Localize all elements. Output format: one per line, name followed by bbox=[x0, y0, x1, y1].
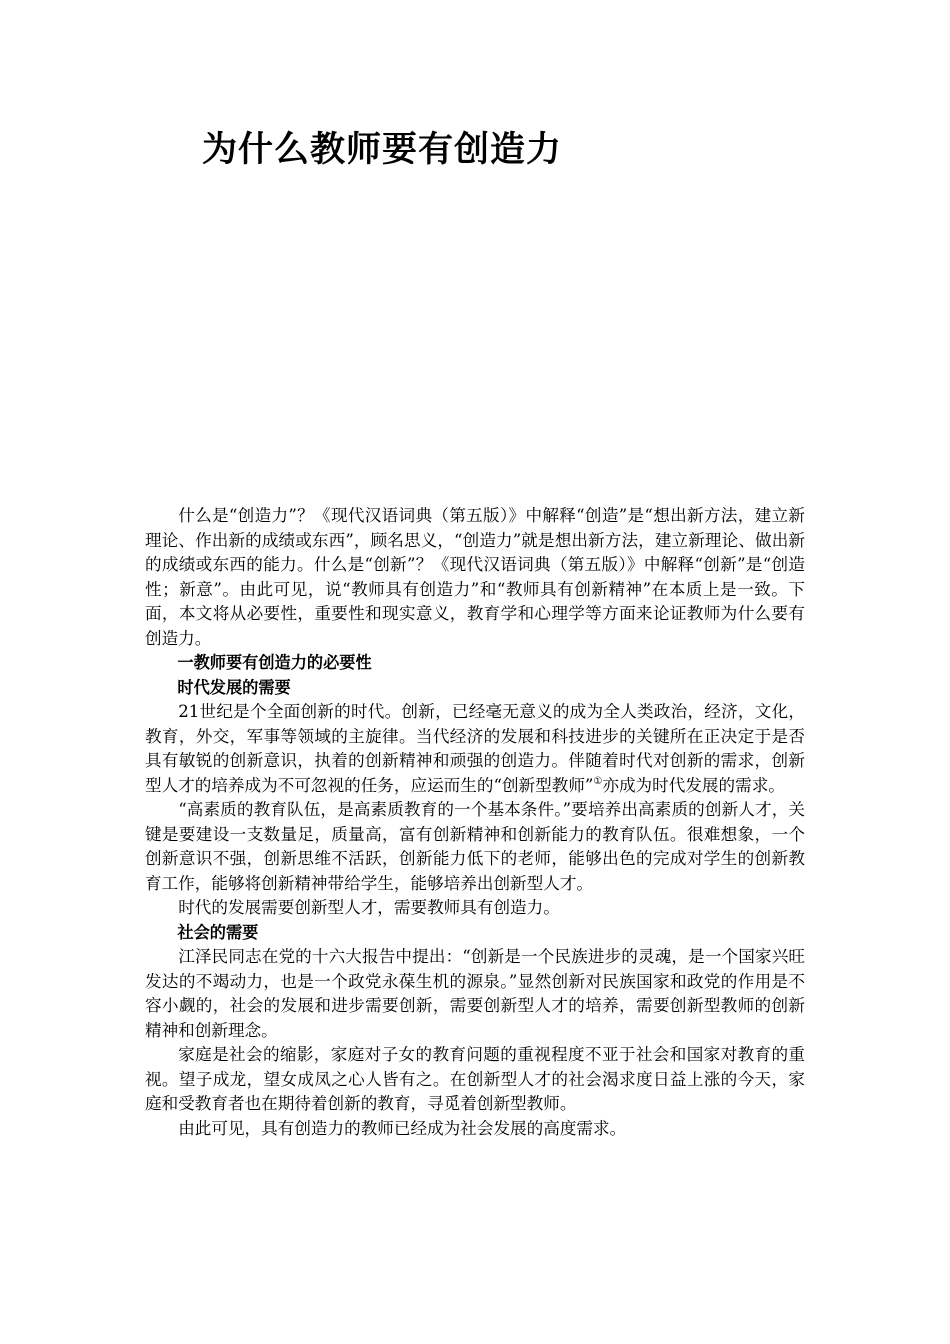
paragraph-society-conclusion: 由此可见，具有创造力的教师已经成为社会发展的高度需求。 bbox=[178, 1118, 627, 1138]
paragraph-era-innovation bbox=[145, 700, 805, 798]
paragraph-society-innovation: 江泽民同志在党的十六大报告中提出：“创新是一个民族进步的灵魂，是一个国家兴旺发达的不竭动力，也是一个政党永葆生机的源泉。”显然创新对民族国家和政党的作用是不容小觑的，社会的发展和进步需要创新，需要创新型人才的培养，需要创新型教师的创新精神和创新理念。 bbox=[145, 947, 805, 1040]
document-body bbox=[145, 504, 805, 1141]
paragraph-teacher-team: “高素质的教育队伍，是高素质教育的一个基本条件。”要培养出高素质的创新人才，关键是要建设一支数量足，质量高，富有创新精神和创新能力的教育队伍。很难想象，一个创新意识不强，创新思维不活跃，创新能力低下的老师，能够出色的完成对学生的创新教育工作，能够将创新精神带给学生，能够培养出创新型人才。 bbox=[145, 800, 805, 893]
footnote-marker: ① bbox=[593, 775, 603, 787]
paragraph-era-innovation-text: 21世纪是个全面创新的时代。创新，已经毫无意义的成为全人类政治，经济，文化，教育，外交，军事等领域的主旋律。当代经济的发展和科技进步的关键所在正决定于是否具有敏锐的创新意识，执着的创新精神和顽强的创造力。伴随着时代对创新的需求，创新型人才的培养成为不可忽视的任务，应运而生的“创新型教师” bbox=[145, 702, 805, 795]
section-heading-necessity: 一教师要有创造力的必要性 bbox=[177, 653, 372, 672]
subheading-society-needs: 社会的需要 bbox=[177, 922, 259, 942]
subheading-era-development: 时代发展的需要 bbox=[177, 677, 291, 697]
paragraph-era-conclusion: 时代的发展需要创新型人才，需要教师具有创造力。 bbox=[178, 898, 560, 917]
intro-paragraph: 什么是“创造力”？《现代汉语词典（第五版）》中解释“创造”是“想出新方法，建立新理论、作出新的成绩或东西”，顾名思义，“创造力”就是想出新方法，建立新理论、做出新的成绩或东西的能力。什么是“创新”？《现代汉语词典（第五版）》中解释“创新”是“创造性；新意”。由此可见，说“教师具有创造力”和“教师具有创新精神”在本质上是一致。下面，本文将从必要性，重要性和现实意义，教育学和心理学等方面来论证教师为什么要有创造力。 bbox=[145, 506, 805, 648]
paragraph-era-innovation-tail: 亦成为时代发展的需求。 bbox=[602, 775, 785, 795]
document-title: 为什么教师要有创造力 bbox=[202, 130, 563, 170]
paragraph-family-education: 家庭是社会的缩影，家庭对子女的教育问题的重视程度不亚于社会和国家对教育的重视。望子成龙，望女成凤之心人皆有之。在创新型人才的社会渴求度日益上涨的今天，家庭和受教育者也在期待着创新的教育，寻觅着创新型教师。 bbox=[145, 1045, 805, 1113]
